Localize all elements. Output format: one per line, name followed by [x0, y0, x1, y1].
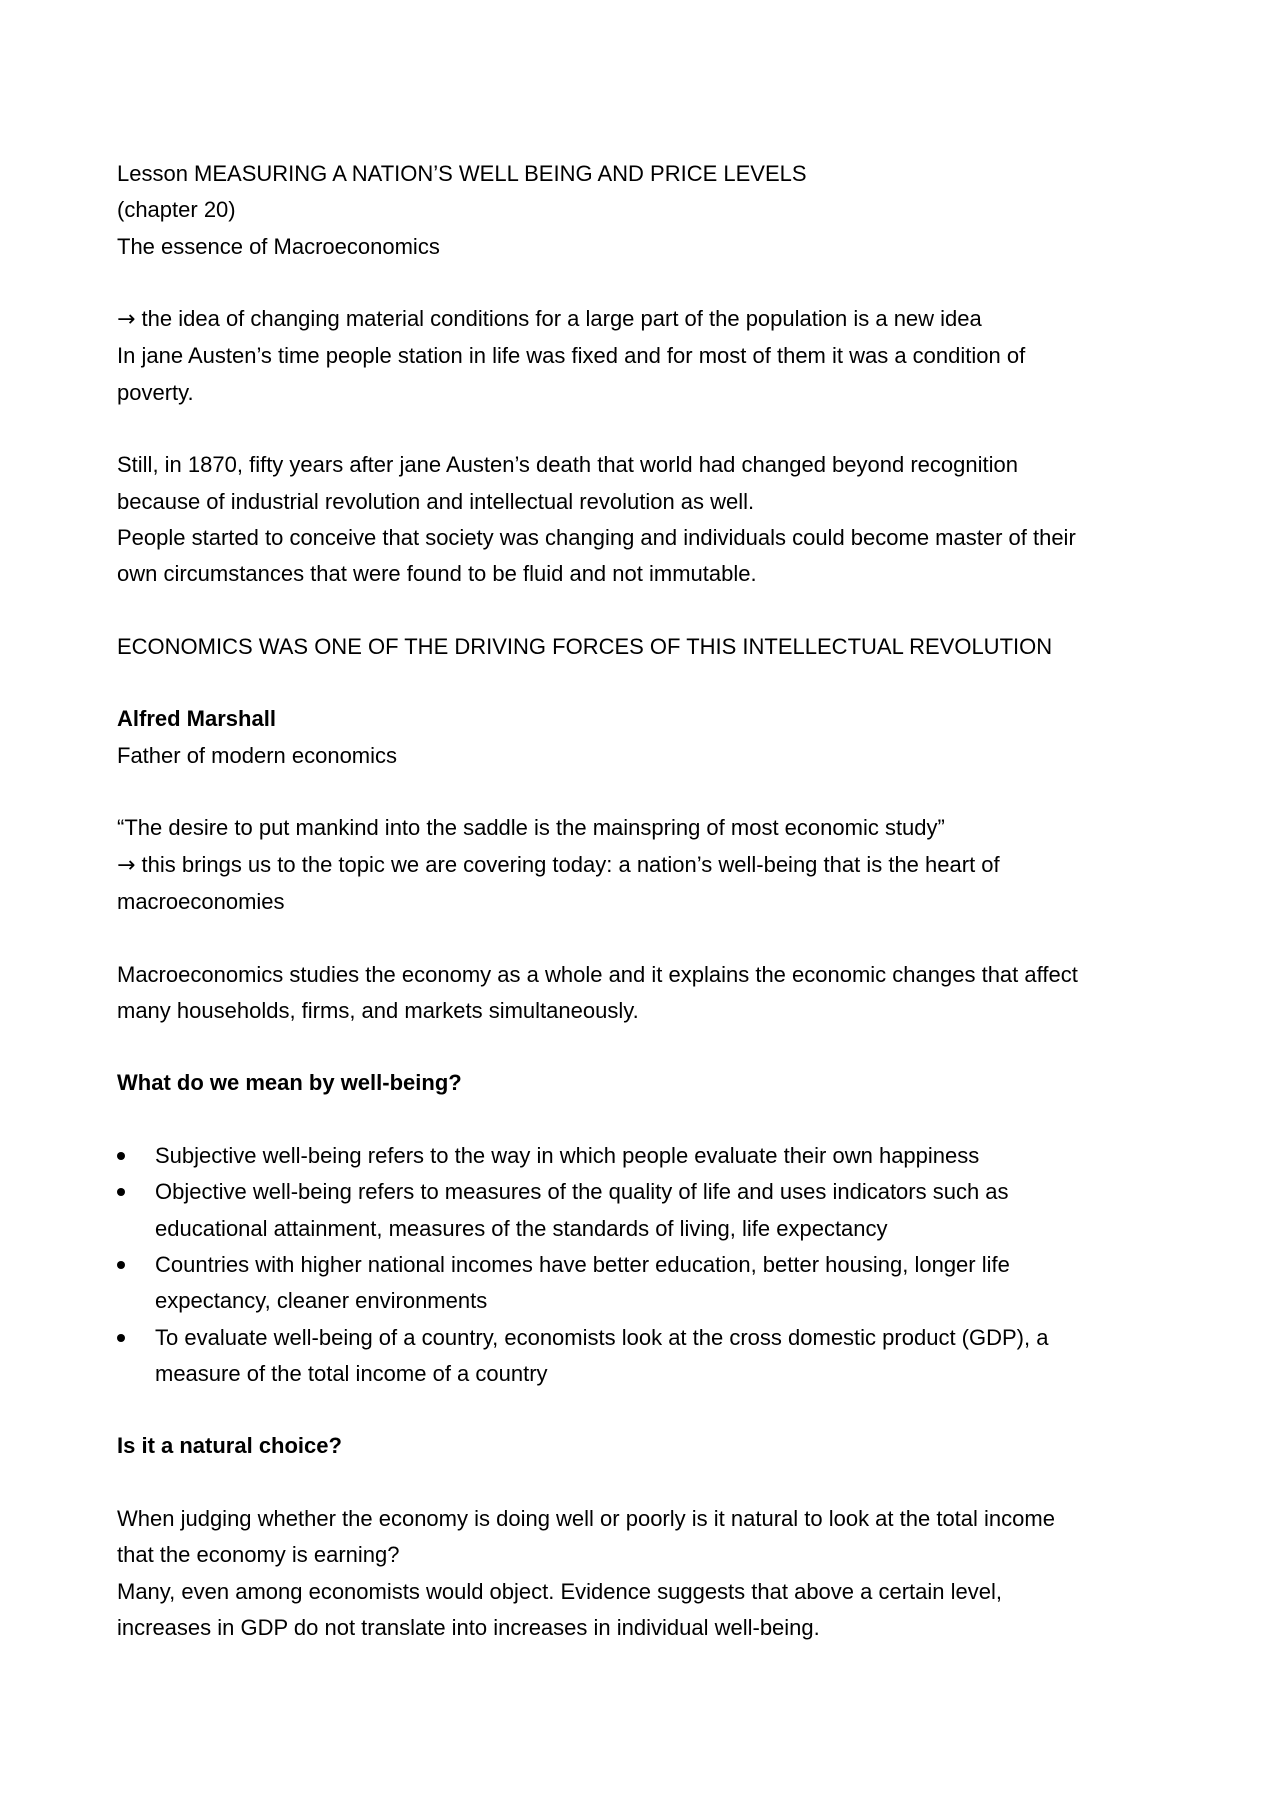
- macro-line-1: Macroeconomics studies the economy as a whole and it explains the economic changes that affect: [117, 961, 1078, 987]
- wellbeing-heading: What do we mean by well-being?: [117, 1070, 462, 1096]
- natural-line-2: that the economy is earning?: [117, 1542, 400, 1568]
- bullet-text: educational attainment, measures of the standards of living, life expectancy: [155, 1215, 888, 1241]
- bullet-text: Objective well-being refers to measures of the quality of life and uses indicators such as: [155, 1179, 1009, 1205]
- history-line-2: because of industrial revolution and intellectual revolution as well.: [117, 488, 755, 514]
- history-line-1: Still, in 1870, fifty years after jane Austen’s death that world had changed beyond recognition: [117, 452, 1018, 478]
- bullet-text: measure of the total income of a country: [155, 1360, 548, 1386]
- intro-line-3: poverty.: [117, 379, 194, 405]
- topic-line-1: [117, 847, 1167, 884]
- spacer: [117, 265, 1167, 301]
- section-subtitle: The essence of Macroeconomics: [117, 233, 440, 259]
- arrow-right-icon: →: [117, 852, 136, 878]
- document-page: [117, 156, 1167, 1646]
- list-item: [117, 1320, 1167, 1393]
- natural-line-4: increases in GDP do not translate into increases in individual well-being.: [117, 1614, 820, 1640]
- bullet-icon: [117, 1261, 125, 1269]
- spacer: [117, 774, 1167, 810]
- spacer: [117, 1102, 1167, 1138]
- topic-text-1: this brings us to the topic we are covering today: a nation’s well-being that is the heart of: [135, 851, 1000, 877]
- bullet-icon: [117, 1334, 125, 1342]
- chapter-label: (chapter 20): [117, 197, 236, 223]
- intro-text-1: the idea of changing material conditions for a large part of the population is a new idea: [135, 306, 982, 332]
- list-item: [117, 1174, 1167, 1247]
- spacer: [117, 1392, 1167, 1428]
- driving-forces-statement: ECONOMICS WAS ONE OF THE DRIVING FORCES OF THIS INTELLECTUAL REVOLUTION: [117, 633, 1053, 659]
- natural-choice-heading: Is it a natural choice?: [117, 1433, 342, 1459]
- macro-line-2: many households, firms, and markets simultaneously.: [117, 997, 639, 1023]
- marshall-description: Father of modern economics: [117, 742, 398, 768]
- list-item: [117, 1138, 1167, 1174]
- intro-line-2: In jane Austen’s time people station in life was fixed and for most of them it was a condition of: [117, 343, 1026, 369]
- history-line-4: own circumstances that were found to be fluid and not immutable.: [117, 561, 757, 587]
- marshall-quote: “The desire to put mankind into the saddle is the mainspring of most economic study”: [117, 815, 945, 841]
- bullet-text: expectancy, cleaner environments: [155, 1288, 488, 1314]
- bullet-text: Countries with higher national incomes have better education, better housing, longer life: [155, 1251, 1010, 1277]
- spacer: [117, 665, 1167, 701]
- lesson-title: Lesson MEASURING A NATION’S WELL BEING AND PRICE LEVELS: [117, 161, 807, 186]
- spacer: [117, 1465, 1167, 1501]
- intro-line-1: [117, 301, 1167, 338]
- natural-line-3: Many, even among economists would object. Evidence suggests that above a certain level,: [117, 1578, 1002, 1604]
- spacer: [117, 920, 1167, 956]
- spacer: [117, 411, 1167, 447]
- bullet-icon: [117, 1188, 125, 1196]
- topic-line-2: macroeconomies: [117, 888, 285, 914]
- wellbeing-bullet-list: [117, 1138, 1167, 1392]
- list-item: [117, 1247, 1167, 1320]
- bullet-text: Subjective well-being refers to the way in which people evaluate their own happiness: [155, 1143, 980, 1169]
- bullet-text: To evaluate well-being of a country, economists look at the cross domestic product (GDP), a: [155, 1324, 1049, 1350]
- spacer: [117, 1029, 1167, 1065]
- marshall-name: Alfred Marshall: [117, 706, 276, 732]
- arrow-right-icon: →: [117, 307, 136, 333]
- bullet-icon: [117, 1152, 125, 1160]
- history-line-3: People started to conceive that society was changing and individuals could become master of their: [117, 524, 1076, 550]
- spacer: [117, 593, 1167, 629]
- natural-line-1: When judging whether the economy is doing well or poorly is it natural to look at the total income: [117, 1505, 1055, 1531]
